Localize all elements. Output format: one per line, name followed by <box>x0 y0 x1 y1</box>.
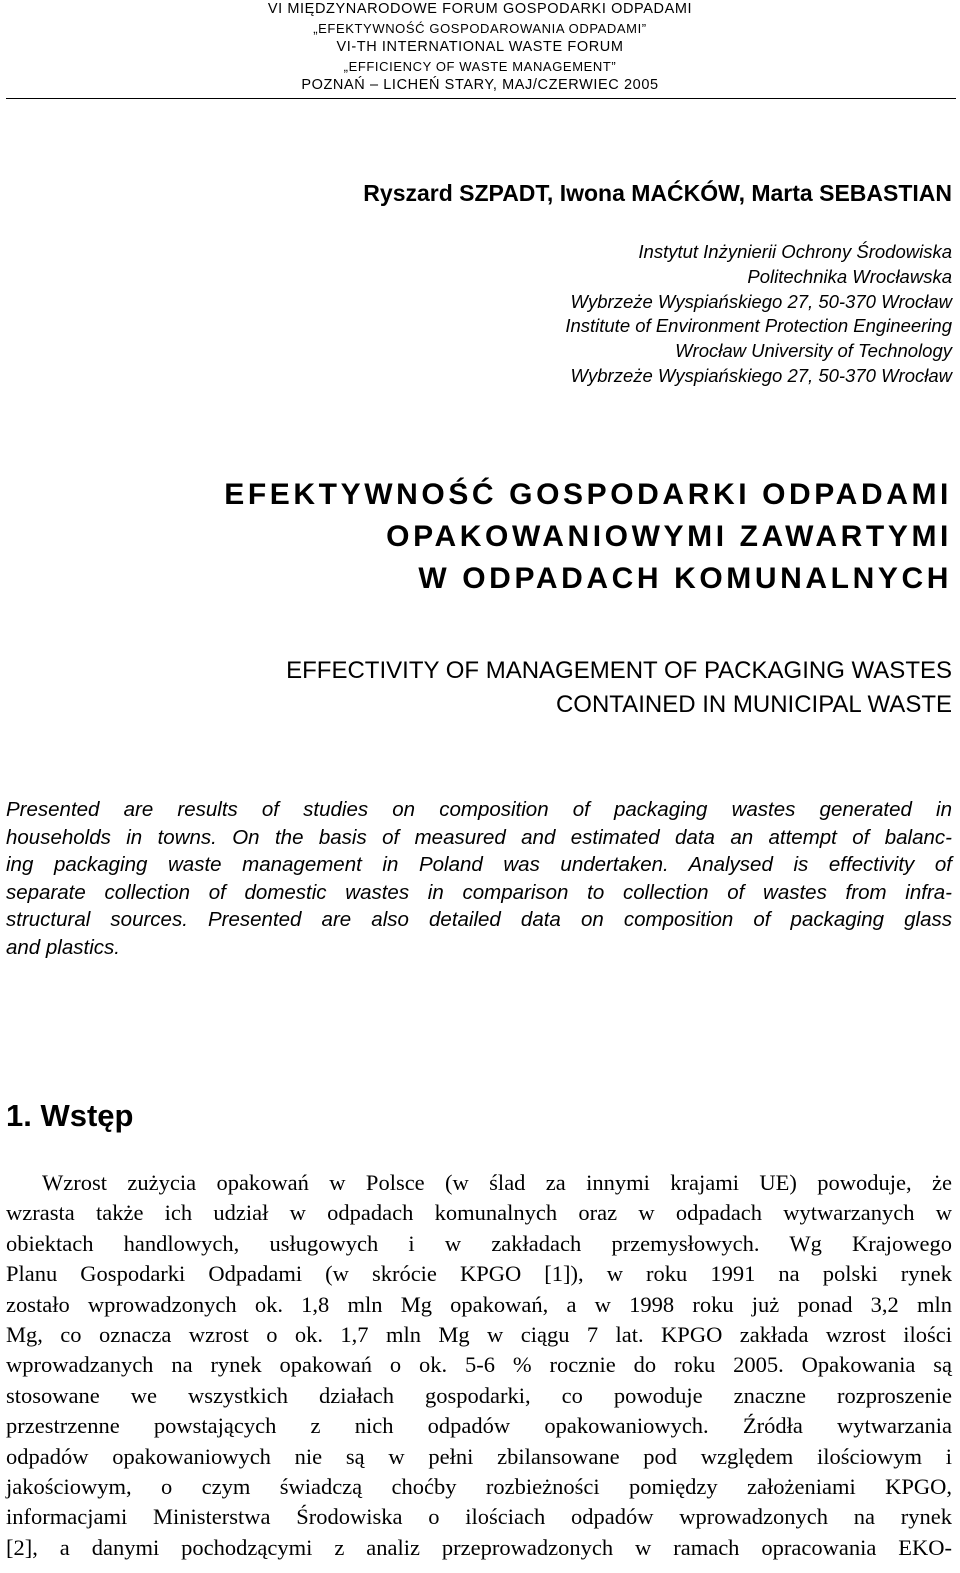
affiliation-line: Wrocław University of Technology <box>675 340 952 362</box>
affiliation-line: Institute of Environment Protection Engineering <box>565 315 952 337</box>
body-line: przestrzenne powstających z nich odpadów opakowaniowych. Źródła wytwarzania <box>6 1413 952 1439</box>
body-line: informacjami Ministerstwa Środowiska o ilościach odpadów wprowadzonych na rynek <box>6 1504 952 1530</box>
body-line: zostało wprowadzonych ok. 1,8 mln Mg opakowań, a w 1998 roku już ponad 3,2 mln <box>6 1291 952 1317</box>
abstract-line: and plastics. <box>6 935 120 959</box>
affiliation-line: Politechnika Wrocławska <box>747 265 952 287</box>
abstract-line: ing packaging waste management in Poland was undertaken. Analysed is effectivity of <box>6 853 952 876</box>
title-polish <box>224 474 952 600</box>
authors: Ryszard SZPADT, Iwona MAĆKÓW, Marta SEBASTIAN <box>363 180 952 206</box>
affiliation-line: Instytut Inżynierii Ochrony Środowiska <box>638 241 952 262</box>
body-line: wzrasta także ich udział w odpadach komunalnych oraz w odpadach wytwarzanych w <box>6 1200 952 1226</box>
title-english-line: CONTAINED IN MUNICIPAL WASTE <box>555 691 952 718</box>
abstract-line: households in towns. On the basis of measured and estimated data an attempt of balanc- <box>6 825 952 849</box>
section-heading: 1. Wstęp <box>6 1098 134 1133</box>
abstract-line: structural sources. Presented are also detailed data on composition of packaging glass <box>6 908 952 931</box>
title-polish-line: OPAKOWANIOWYMI ZAWARTYMI <box>386 520 952 553</box>
body-line: [2], a danymi pochodzącymi z analiz przeprowadzonych w ramach opracowania EKO- <box>6 1534 952 1560</box>
body-line: Planu Gospodarki Odpadami (w skrócie KPGO [1]), w roku 1991 na polski rynek <box>6 1261 952 1287</box>
title-english <box>286 654 952 722</box>
body-line: odpadów opakowaniowych nie są w pełni zbilansowane pod względem ilościowym i <box>6 1443 952 1469</box>
body-line: obiektach handlowych, usługowych i w zakładach przemysłowych. Wg Krajowego <box>6 1230 952 1256</box>
body-line: stosowane we wszystkich działach gospodarki, co powoduje znaczne rozproszenie <box>6 1382 952 1408</box>
header-line: VI MIĘDZYNARODOWE FORUM GOSPODARKI ODPADAMI <box>267 1 693 17</box>
header-line: „EFEKTYWNOŚĆ GOSPODAROWANIA ODPADAMI” <box>313 21 647 36</box>
body-line: jakościowym, o czym świadczą choćby rozbieżności pomiędzy założeniami KPGO, <box>6 1473 952 1499</box>
affiliation-line: Wybrzeże Wyspiańskiego 27, 50-370 Wrocław <box>570 290 952 312</box>
abstract-line: separate collection of domestic wastes in comparison to collection of wastes from infra- <box>6 880 952 904</box>
header-line: POZNAŃ – LICHEŃ STARY, MAJ/CZERWIEC 2005 <box>301 77 659 93</box>
title-polish-line: EFEKTYWNOŚĆ GOSPODARKI ODPADAMI <box>224 478 952 511</box>
title-polish-line: W ODPADACH KOMUNALNYCH <box>418 562 952 595</box>
body-line: wprowadzanych na rynek opakowań o ok. 5-6 % rocznie do roku 2005. Opakowania są <box>6 1352 952 1378</box>
affiliation <box>565 240 952 389</box>
abstract <box>6 796 952 961</box>
body-paragraph <box>6 1168 952 1563</box>
conference-header <box>0 0 960 95</box>
affiliation-line: Wybrzeże Wyspiańskiego 27, 50-370 Wrocław <box>570 364 952 386</box>
title-english-line: EFFECTIVITY OF MANAGEMENT OF PACKAGING WASTES <box>286 657 952 684</box>
abstract-line: Presented are results of studies on composition of packaging wastes generated in <box>6 798 952 821</box>
header-divider <box>6 98 956 99</box>
body-line: Mg, co oznacza wzrost o ok. 1,7 mln Mg w ciągu 7 lat. KPGO zakłada wzrost ilości <box>6 1321 952 1347</box>
header-line: „EFFICIENCY OF WASTE MANAGEMENT” <box>343 59 617 74</box>
body-line: Wzrost zużycia opakowań w Polsce (w ślad za innymi krajami UE) powoduje, że <box>42 1170 952 1195</box>
header-line: VI-TH INTERNATIONAL WASTE FORUM <box>336 39 624 55</box>
